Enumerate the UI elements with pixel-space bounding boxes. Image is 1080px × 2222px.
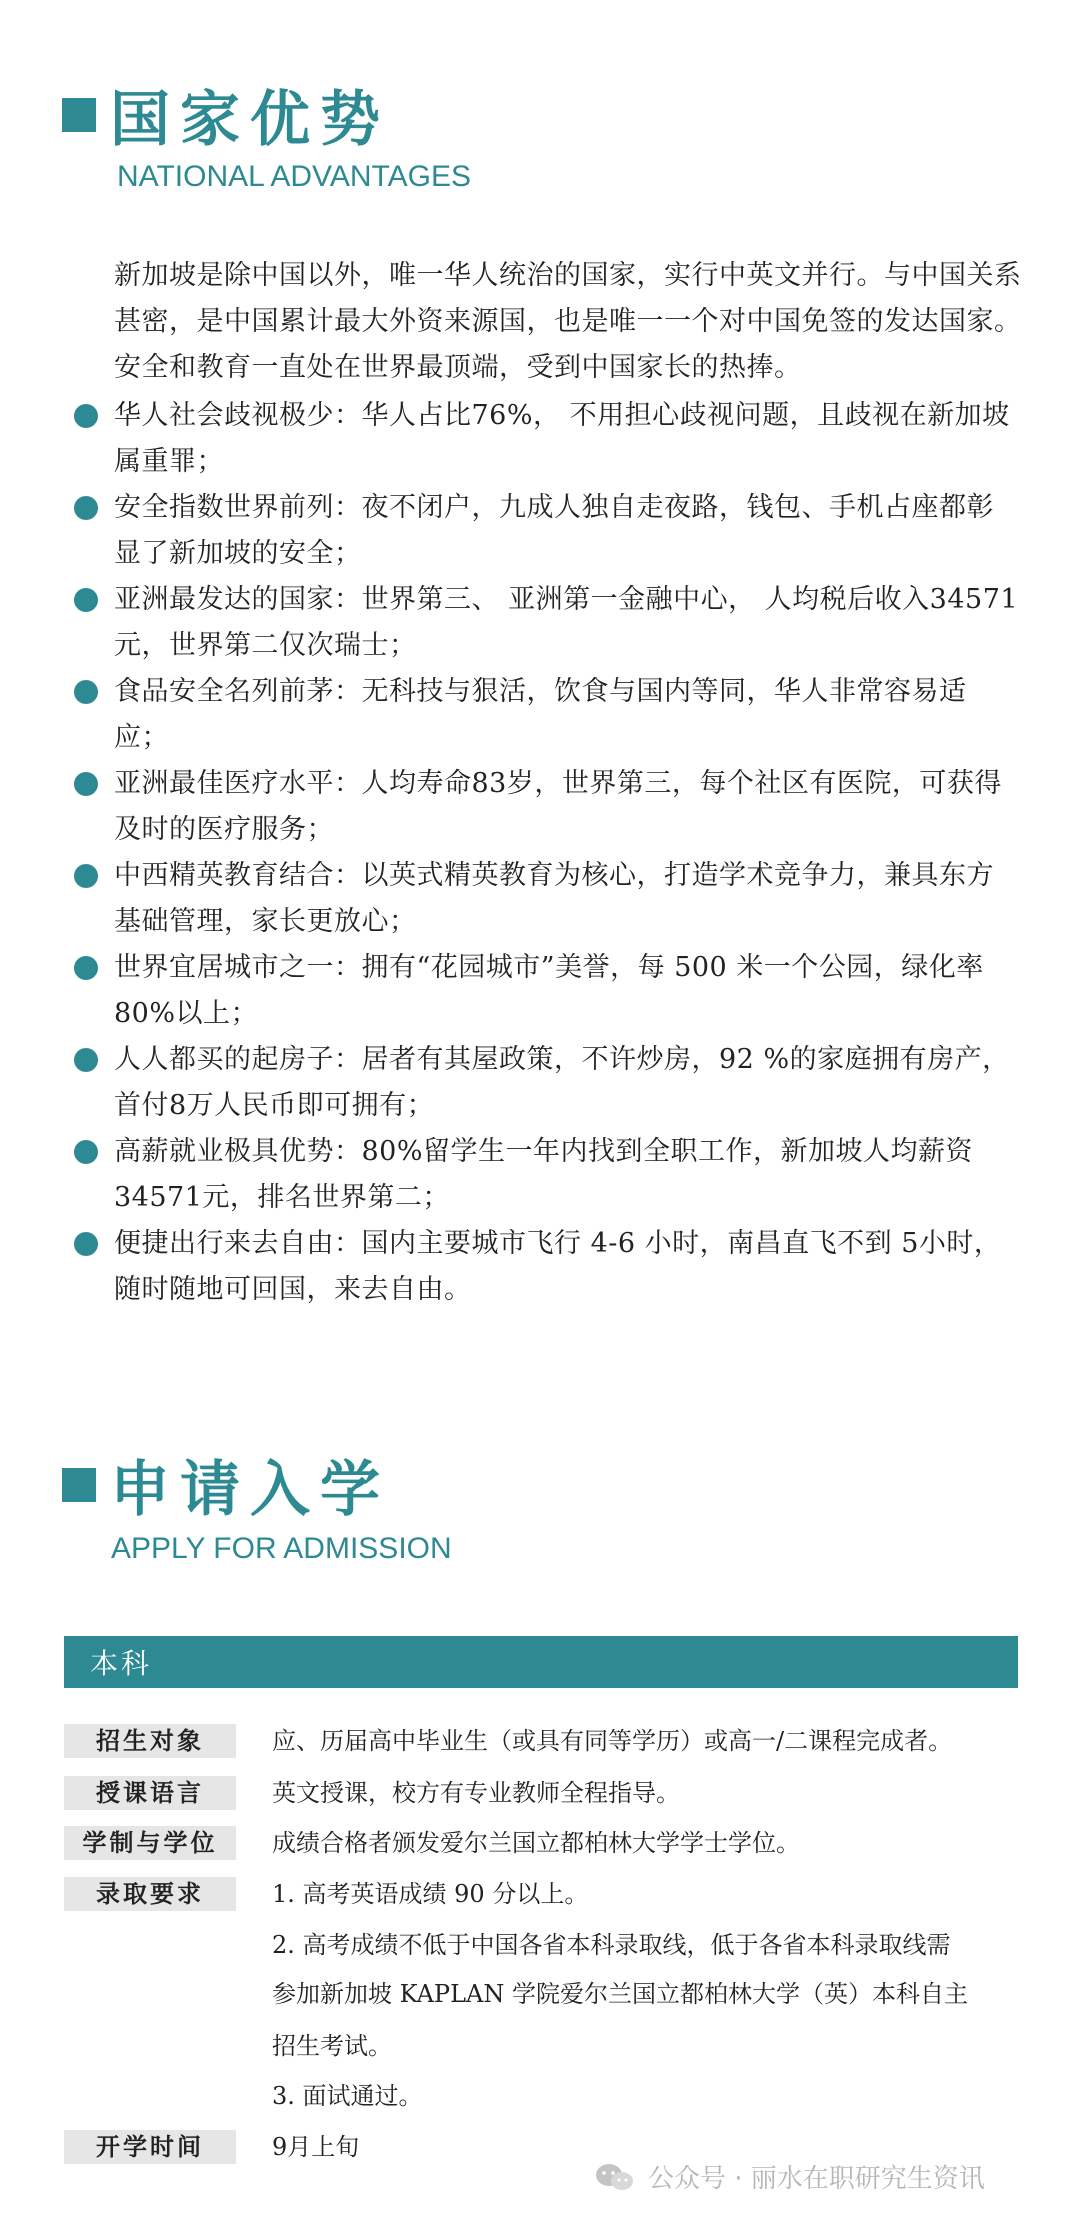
row-label: 招生对象 (64, 1724, 236, 1758)
row-label: 学制与学位 (64, 1826, 236, 1860)
list-item (72, 945, 1032, 1037)
list-item (72, 1129, 1032, 1221)
requirement-line: 3. 面试通过。 (272, 2082, 423, 2110)
bullet-dot-icon (74, 680, 98, 704)
section-title: 国家优势 (110, 85, 390, 155)
section-square-icon (62, 1468, 96, 1502)
section-heading-apply-for-admission (62, 1442, 390, 1528)
bullet-text: 亚洲最发达的国家：世界第三、 亚洲第一金融中心， 人均税后收入34571 元，世界第二仅次瑞士； (114, 584, 1019, 661)
requirement-line: 招生考试。 (272, 2032, 392, 2060)
section-subtitle: APPLY FOR ADMISSION (111, 1532, 452, 1565)
list-item (72, 669, 1032, 761)
list-item (72, 485, 1032, 577)
row-value: 9月上旬 (272, 2133, 360, 2161)
bullet-dot-icon (74, 404, 98, 428)
requirement-line: 2. 高考成绩不低于中国各省本科录取线，低于各省本科录取线需 (272, 1931, 951, 1959)
row-label: 开学时间 (64, 2130, 236, 2164)
bullet-dot-icon (74, 864, 98, 888)
bullet-text: 人人都买的起房子：居者有其屋政策，不许炒房，92 %的家庭拥有房产，首付8万人民币即可拥有； (114, 1044, 1010, 1121)
row-value: 英文授课，校方有专业教师全程指导。 (272, 1779, 680, 1807)
bullet-text: 高薪就业极具优势：80%留学生一年内找到全职工作，新加坡人均薪资34571元，排名世界第二； (114, 1136, 974, 1213)
bullet-dot-icon (74, 1232, 98, 1256)
watermark-text: 公众号 · 丽水在职研究生资讯 (648, 2164, 985, 2194)
requirement-line: 参加新加坡 KAPLAN 学院爱尔兰国立都柏林大学（英）本科自主 (272, 1980, 968, 2008)
advantages-list (72, 393, 1032, 1313)
section-title: 申请入学 (110, 1455, 390, 1525)
bullet-text: 亚洲最佳医疗水平：人均寿命83岁，世界第三，每个社区有医院，可获得及时的医疗服务； (114, 768, 1002, 845)
intro-paragraph: 新加坡是除中国以外，唯一华人统治的国家，实行中英文并行。与中国关系甚密，是中国累计最大外资来源国，也是唯一一个对中国免签的发达国家。安全和教育一直处在世界最顶端，受到中国家长的热捧。 (114, 260, 1022, 383)
bullet-dot-icon (74, 956, 98, 980)
section-heading-national-advantages (62, 72, 390, 158)
list-item (72, 853, 1032, 945)
list-item (72, 1221, 1032, 1313)
category-band (64, 1636, 1018, 1688)
bullet-text: 安全指数世界前列：夜不闭户，九成人独自走夜路，钱包、手机占座都彰显了新加坡的安全； (114, 492, 994, 569)
row-value: 1. 高考英语成绩 90 分以上。 (272, 1880, 589, 1908)
list-item (72, 761, 1032, 853)
row-label: 录取要求 (64, 1877, 236, 1911)
bullet-text: 华人社会歧视极少：华人占比76%， 不用担心歧视问题，且歧视在新加坡属重罪； (114, 400, 1010, 477)
list-item (72, 393, 1032, 485)
bullet-dot-icon (74, 588, 98, 612)
section-subtitle: NATIONAL ADVANTAGES (117, 160, 471, 193)
bullet-dot-icon (74, 1048, 98, 1072)
category-band-label: 本科 (90, 1647, 153, 1680)
bullet-text: 食品安全名列前茅：无科技与狠活，饮食与国内等同，华人非常容易适应； (114, 676, 967, 753)
section-square-icon (62, 98, 96, 132)
row-value: 应、历届高中毕业生（或具有同等学历）或高一/二课程完成者。 (272, 1727, 953, 1755)
watermark (594, 2158, 985, 2195)
list-item (72, 577, 1032, 669)
bullet-dot-icon (74, 1140, 98, 1164)
list-item (72, 1037, 1032, 1129)
bullet-dot-icon (74, 772, 98, 796)
row-value: 成绩合格者颁发爱尔兰国立都柏林大学学士学位。 (272, 1829, 800, 1857)
bullet-dot-icon (74, 496, 98, 520)
bullet-text: 世界宜居城市之一：拥有“花园城市”美誉，每 500 米一个公园，绿化率80%以上； (114, 952, 984, 1029)
row-label: 授课语言 (64, 1776, 236, 1810)
wechat-icon (594, 2162, 636, 2192)
bullet-text: 便捷出行来去自由：国内主要城市飞行 4-6 小时，南昌直飞不到 5小时，随时随地可回国，来去自由。 (114, 1228, 1002, 1305)
bullet-text: 中西精英教育结合：以英式精英教育为核心，打造学术竞争力，兼具东方基础管理，家长更放心； (114, 860, 994, 937)
